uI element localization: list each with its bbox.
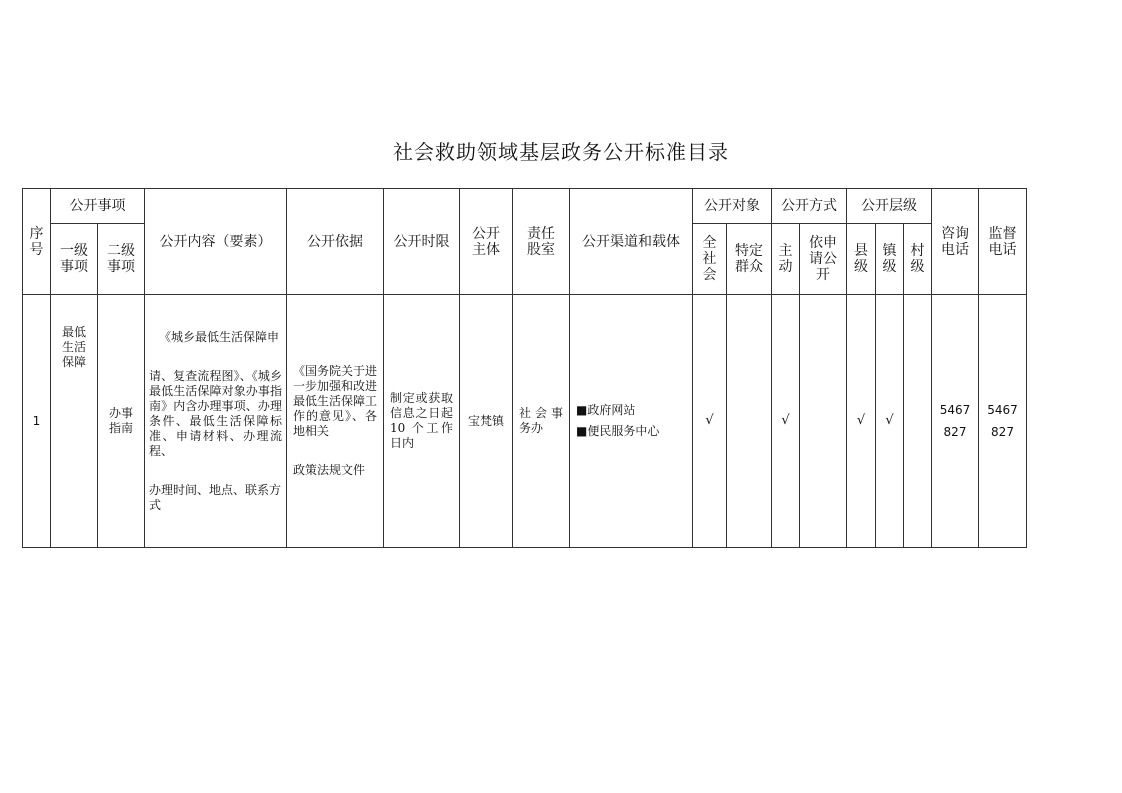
header-time-limit: 公开时限	[384, 189, 460, 295]
header-level-county: 县 级	[847, 224, 876, 295]
header-seq: 序 号	[23, 189, 51, 295]
header-supervise-phone: 监督 电话	[979, 189, 1027, 295]
header-dept: 责任 股室	[513, 189, 570, 295]
header-basis: 公开依据	[287, 189, 384, 295]
row-level-village	[904, 295, 932, 548]
row-seq: 1	[23, 295, 51, 548]
header-target-all: 全 社 会	[693, 224, 727, 295]
header-method: 公开方式	[772, 189, 847, 224]
header-row-top	[23, 189, 1027, 224]
row-channel	[570, 295, 693, 548]
row-target-all: √	[693, 295, 727, 548]
row-basis	[287, 295, 384, 548]
row-time-limit: 制定或获取信息之日起 10 个工作日内	[384, 295, 460, 548]
row-level1: 最低 生活 保障	[51, 295, 98, 548]
row-level-town: √	[876, 295, 904, 548]
header-method-apply: 依申 请公 开	[800, 224, 847, 295]
basis-paragraph-1: 《国务院关于进一步加强和改进最低生活保障工作的意见》、各地相关	[293, 364, 378, 438]
catalog-table	[22, 188, 1027, 548]
table-row	[23, 295, 1027, 548]
row-consult-phone: 5467 827	[932, 295, 979, 548]
content-paragraph-2: 请、复查流程图》、《城乡最低生活保障对象办事指南》内含办理事项、办理条件、最低生活保障标准、申请材料、办理流程、	[149, 368, 282, 458]
content-paragraph-3: 办理时间、地点、联系方式	[149, 482, 282, 512]
row-target-specific	[727, 295, 772, 548]
header-consult-phone: 咨询 电话	[932, 189, 979, 295]
row-method-apply	[800, 295, 847, 548]
header-level-town: 镇 级	[876, 224, 904, 295]
basis-paragraph-2: 政策法规文件	[293, 463, 366, 477]
header-method-active: 主 动	[772, 224, 800, 295]
row-method-active: √	[772, 295, 800, 548]
header-content: 公开内容（要素）	[145, 189, 287, 295]
channel-government-website: ■政府网站	[576, 403, 636, 417]
row-subject: 宝梵镇	[460, 295, 513, 548]
header-level: 公开层级	[847, 189, 932, 224]
row-dept: 社会事务办	[513, 295, 570, 548]
row-level-county: √	[847, 295, 876, 548]
document-title: 社会救助领域基层政务公开标准目录	[393, 140, 729, 164]
content-paragraph-1: 《城乡最低生活保障申	[159, 329, 280, 344]
row-level2: 办事 指南	[98, 295, 145, 548]
header-level-village: 村 级	[904, 224, 932, 295]
header-subject: 公开 主体	[460, 189, 513, 295]
row-supervise-phone: 5467 827	[979, 295, 1027, 548]
header-level1: 一级 事项	[51, 224, 98, 295]
row-content	[145, 295, 287, 548]
header-matter: 公开事项	[51, 189, 145, 224]
header-level2: 二级 事项	[98, 224, 145, 295]
header-target: 公开对象	[693, 189, 772, 224]
header-target-specific: 特定 群众	[727, 224, 772, 295]
channel-service-center: ■便民服务中心	[576, 424, 660, 438]
header-channel: 公开渠道和载体	[570, 189, 693, 295]
